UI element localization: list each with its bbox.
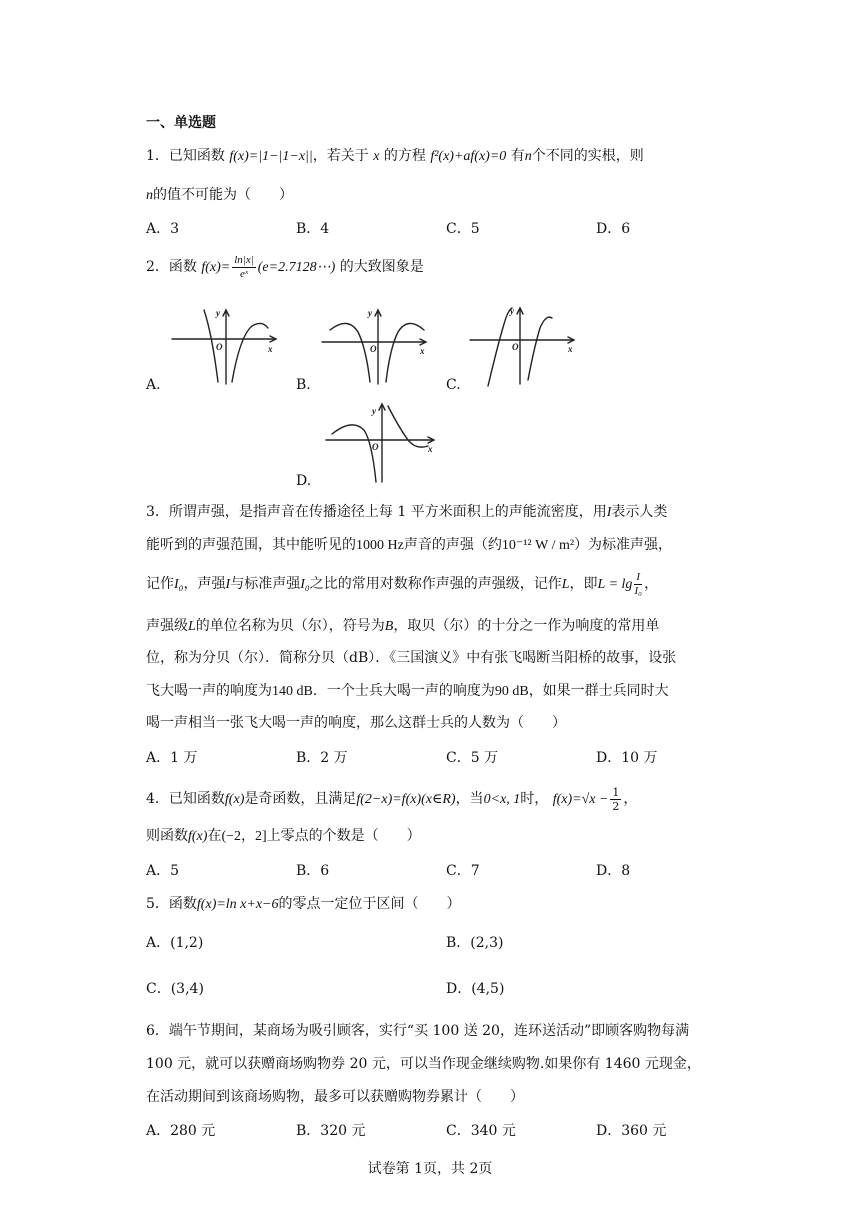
q2-number: 2．	[146, 259, 169, 275]
y-label: y	[368, 308, 372, 318]
y-label: y	[216, 308, 220, 318]
curve-left	[488, 308, 512, 386]
curve-right	[386, 323, 424, 382]
x-label: x	[428, 444, 433, 454]
curve-left	[332, 425, 376, 482]
q4-number: 4．	[146, 791, 169, 807]
q3-number: 3．	[146, 504, 169, 520]
page-footer: 试卷第 1页，共 2页	[367, 1161, 493, 1177]
q4-range: 0<x, 1	[483, 792, 521, 807]
q5-number: 5．	[146, 896, 169, 912]
q4-fx-2: f(x)	[188, 829, 208, 844]
q1-option-d: D．6	[596, 221, 631, 237]
q1-n: n	[524, 149, 532, 164]
q3-I0-2: I₀	[300, 577, 310, 592]
q2-text-a: 函数	[168, 259, 197, 275]
question-3-line-4	[146, 619, 659, 634]
q2-frac-num: ln|x|	[234, 253, 254, 266]
q5-func: f(x)=ln x+x−6	[196, 897, 279, 912]
q3-option-b: B．2 万	[296, 750, 348, 766]
q2-fraction	[232, 255, 256, 280]
q4-line2a: 则函数	[146, 828, 188, 844]
q6-number: 6．	[146, 1023, 169, 1039]
x-label: x	[420, 346, 425, 356]
q3-I-2: I	[225, 577, 231, 592]
q3-db140: 140 dB	[272, 684, 313, 699]
q3-line1b: 表示人类	[611, 504, 668, 520]
q3-option-c: C．5 万	[446, 750, 499, 766]
question-1-line-1	[146, 149, 644, 164]
q3-intensity: 10⁻¹² W / m²	[501, 538, 575, 553]
q1-text-b: ，若关于	[312, 148, 369, 164]
question-5-line-1	[146, 897, 461, 912]
q2-lhs: f(x)=	[201, 260, 231, 275]
q1-option-c: C．5	[446, 221, 480, 237]
question-3-line-3	[146, 566, 658, 603]
q1-option-b: B．4	[296, 221, 330, 237]
q4-option-d: D．8	[596, 863, 631, 879]
q2-option-b-label: B.	[296, 377, 311, 393]
q3-option-d: D．10 万	[596, 750, 658, 766]
q2-frac-den: eˣ	[240, 267, 248, 280]
curve-right	[388, 406, 428, 447]
q3-formula-den: I₀	[634, 584, 642, 597]
q4-cond: f(2−x)=f(x)(x∈R)	[356, 792, 456, 807]
q1-equation: f²(x)+af(x)=0	[430, 149, 507, 164]
q4-interval: (−2，2]	[221, 829, 267, 844]
q1-number: 1．	[146, 148, 169, 164]
q4-line2c: 上零点的个数是（ ）	[266, 828, 421, 844]
q4-text-d: 时，	[520, 791, 549, 807]
q5-option-a: A．(1,2)	[146, 935, 204, 951]
q5-option-b: B．(2,3)	[446, 935, 504, 951]
section-title: 一、单选题	[146, 115, 216, 131]
q3-line3b: ，声强	[183, 576, 226, 592]
question-6-line-3: 在活动期间到该商场购物，最多可以获赠购物券累计（ ）	[146, 1089, 524, 1105]
q3-line6a: 飞大喝一声的响度为	[146, 683, 272, 699]
q4-line2b: 在	[207, 828, 222, 844]
q3-line4a: 声强级	[146, 618, 188, 634]
q4-text-b: 是奇函数，且满足	[244, 791, 357, 807]
q3-line3f: ，	[644, 576, 659, 592]
q4-option-c: C．7	[446, 863, 480, 879]
q4-text-c: ，当	[455, 791, 484, 807]
origin-label: O	[512, 342, 519, 352]
q4-fx: f(x)	[224, 792, 245, 807]
q4-text-a: 已知函数	[168, 791, 225, 807]
q3-formula-num: I	[636, 570, 641, 583]
q1-text-d: 有	[510, 148, 525, 164]
question-3-line-6	[146, 684, 669, 699]
q6-option-c: C．340 元	[446, 1123, 516, 1139]
origin-label: O	[370, 344, 377, 354]
curve-right	[528, 317, 552, 380]
q3-line3c: 与标准声强	[230, 576, 301, 592]
q5-option-c: C．(3,4)	[146, 981, 204, 997]
q3-line4c: ，取贝（尔）的十分之一作为响度的常用单	[393, 618, 660, 634]
question-4-line-2	[146, 829, 421, 844]
q5-text-b: 的零点一定位于区间（ ）	[278, 896, 461, 912]
q3-line3e: ，即	[569, 576, 598, 592]
q3-B: B	[384, 619, 394, 634]
origin-label: O	[372, 442, 379, 452]
question-3-line-7: 喝一声相当一张飞大喝一声的响度，那么这群士兵的人数为（ ）	[146, 715, 566, 731]
q3-db90: 90 dB	[494, 684, 529, 699]
q3-line3d: 之比的常用对数称作声强的声强级，记作	[309, 576, 562, 592]
q3-line3a: 记作	[146, 576, 174, 592]
q4-option-b: B．6	[296, 863, 330, 879]
q3-I0: I₀	[174, 577, 184, 592]
question-6-line-2: 100 元，就可以获赠商场购物券 20 元，可以当作现金继续购物.如果你有 1460 元现金，	[146, 1056, 701, 1072]
q6-line1: 端午节期间，某商场为吸引顾客，实行“买 100 送 20，连环送活动”即顾客购物每满	[168, 1023, 690, 1039]
q1-function: f(x)=|1−|1−x||	[229, 149, 313, 164]
q4-option-a: A．5	[146, 863, 180, 879]
q3-hz: 1000 Hz	[356, 538, 404, 553]
q4-def-fraction	[610, 787, 621, 812]
q3-line6c: ，如果一群士兵同时大	[528, 683, 669, 699]
q1-text-a: 已知函数	[168, 148, 225, 164]
x-label: x	[568, 344, 573, 354]
q4-def-den: 2	[612, 799, 620, 813]
q4-def-lhs: f(x)=√x −	[552, 792, 609, 807]
q1-line2: 的值不可能为（ ）	[153, 187, 293, 203]
q1-var: x	[373, 149, 380, 164]
q1-text-c: 的方程	[383, 148, 426, 164]
q4-def-num: 1	[612, 785, 620, 799]
q2-paren: (e=2.7128⋯)	[257, 260, 336, 275]
curve-left	[330, 323, 370, 382]
q1-option-a: A．3	[146, 221, 180, 237]
question-4-line-1	[146, 784, 637, 815]
q3-line2c: ）为标准声强，	[574, 537, 673, 553]
question-6-line-1	[146, 1024, 689, 1038]
q1-text-e: 个不同的实根，则	[531, 148, 644, 164]
y-label: y	[510, 306, 514, 316]
q2-option-c-label: C.	[446, 377, 461, 393]
q2-graph-b	[320, 306, 440, 386]
q2-option-a-label: A.	[146, 377, 161, 393]
question-3-line-5: 位，称为分贝（尔）．简称分贝（dB）．《三国演义》中有张飞喝断当阳桥的故事，设张	[146, 650, 677, 666]
y-label: y	[372, 406, 376, 416]
q3-line1: 所谓声强，是指声音在传播途径上每 1 平方米面积上的声能流密度，用	[168, 504, 607, 520]
q2-option-d-label: D.	[296, 473, 312, 489]
q2-graph-a	[170, 306, 290, 386]
q3-formula-fraction	[634, 572, 642, 597]
q5-text-a: 函数	[168, 896, 197, 912]
question-3-line-1	[146, 505, 667, 520]
q3-formula-lhs: L = lg	[597, 577, 633, 592]
q3-L-2: L	[188, 619, 196, 634]
question-3-line-2	[146, 538, 672, 553]
q3-line4b: 的单位名称为贝（尔），符号为	[195, 618, 385, 634]
origin-label: O	[216, 342, 223, 352]
q3-L: L	[561, 577, 570, 592]
curve-right	[232, 323, 268, 382]
q3-I: I	[606, 505, 612, 520]
q6-option-d: D．360 元	[596, 1123, 667, 1139]
q5-option-d: D．(4,5)	[446, 981, 505, 997]
q4-text-e: ，	[623, 791, 638, 807]
question-1-line-2	[146, 188, 293, 203]
q3-line2a: 能听到的声强范围，其中能听见的	[146, 537, 356, 553]
q3-option-a: A．1 万	[146, 750, 198, 766]
q3-line2b: 声音的声强（约	[403, 537, 502, 553]
q1-line2-n: n	[146, 188, 153, 203]
q6-option-b: B．320 元	[296, 1123, 366, 1139]
q6-option-a: A．280 元	[146, 1123, 216, 1139]
q2-text-b: 的大致图象是	[339, 259, 424, 275]
q2-graph-c	[468, 304, 588, 388]
q2-graph-d	[324, 400, 444, 484]
question-2-line-1	[146, 252, 424, 283]
x-label: x	[268, 344, 273, 354]
q3-line6b: ．一个士兵大喝一声的响度为	[312, 683, 495, 699]
